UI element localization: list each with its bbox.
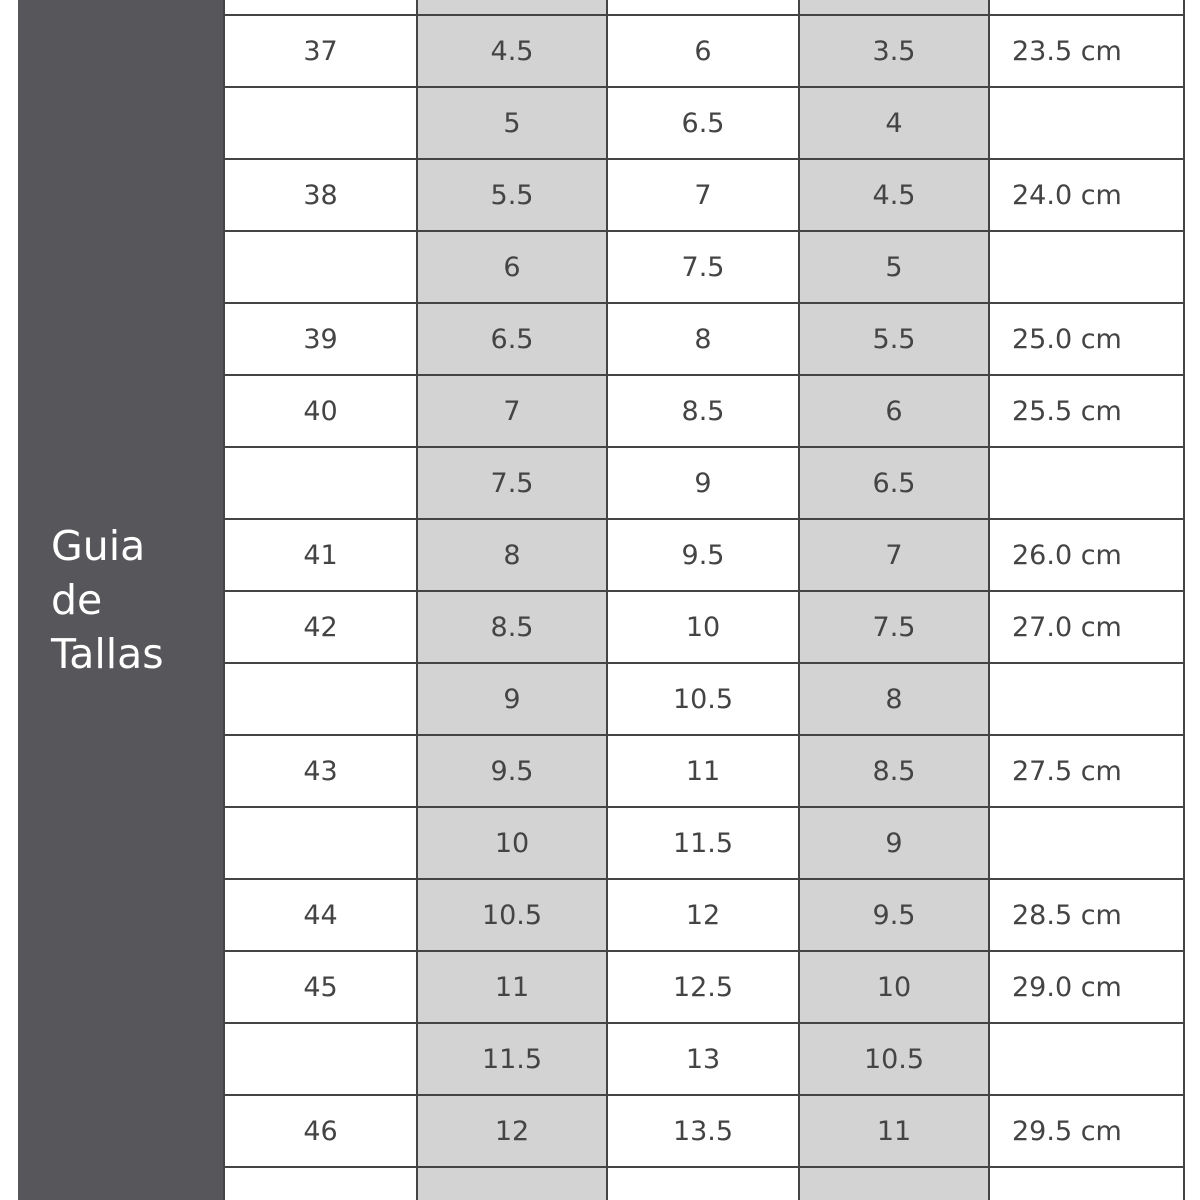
eu-size-cell [225,447,417,519]
foot-length-cell [989,807,1183,879]
size-col-1-cell: 5.5 [417,159,607,231]
table-row [225,0,1183,15]
size-col-1-cell: 9 [417,663,607,735]
size-col-3-cell: 8.5 [799,735,989,807]
eu-size-cell: 41 [225,519,417,591]
size-col-2-cell: 13.5 [607,1095,799,1167]
size-col-3-cell: 10.5 [799,1023,989,1095]
size-col-1-cell: 8 [417,519,607,591]
eu-size-cell: 37 [225,15,417,87]
size-guide-title: Guia de Tallas [51,522,164,678]
size-col-3-cell: 6.5 [799,447,989,519]
size-col-2-cell: 7.5 [607,231,799,303]
size-col-3-cell: 9.5 [799,879,989,951]
size-col-2-cell: 8 [607,303,799,375]
side-panel [18,0,223,1200]
eu-size-cell [225,231,417,303]
eu-size-cell: 40 [225,375,417,447]
size-col-2-cell: 7 [607,159,799,231]
table-row [225,879,1183,951]
size-col-3-cell: 4 [799,87,989,159]
foot-length-cell [989,231,1183,303]
size-col-2-cell: 10 [607,591,799,663]
size-col-1-cell: 7 [417,375,607,447]
eu-size-cell [225,0,417,15]
size-col-1-cell: 8.5 [417,591,607,663]
eu-size-cell: 38 [225,159,417,231]
eu-size-cell [225,87,417,159]
foot-length-cell: 23.5 cm [989,15,1183,87]
eu-size-cell [225,1167,417,1200]
table-row [225,159,1183,231]
size-col-1-cell [417,1167,607,1200]
size-col-1-cell [417,0,607,15]
foot-length-cell [989,87,1183,159]
table-row [225,375,1183,447]
table-row [225,663,1183,735]
size-col-3-cell: 4.5 [799,159,989,231]
size-col-3-cell: 8 [799,663,989,735]
size-col-1-cell: 6 [417,231,607,303]
eu-size-cell: 43 [225,735,417,807]
size-col-2-cell: 6.5 [607,87,799,159]
size-col-1-cell: 5 [417,87,607,159]
table-row [225,807,1183,879]
foot-length-cell: 24.0 cm [989,159,1183,231]
foot-length-cell [989,0,1183,15]
foot-length-cell: 26.0 cm [989,519,1183,591]
size-col-3-cell: 11 [799,1095,989,1167]
size-table-body [225,0,1183,1200]
size-col-2-cell: 12 [607,879,799,951]
foot-length-cell: 27.0 cm [989,591,1183,663]
table-row [225,1095,1183,1167]
table-row [225,87,1183,159]
eu-size-cell: 45 [225,951,417,1023]
foot-length-cell [989,1167,1183,1200]
eu-size-cell: 42 [225,591,417,663]
size-col-1-cell: 10 [417,807,607,879]
size-col-2-cell: 8.5 [607,375,799,447]
size-col-3-cell [799,0,989,15]
table-row [225,447,1183,519]
size-col-1-cell: 6.5 [417,303,607,375]
size-col-2-cell: 6 [607,15,799,87]
size-col-3-cell: 9 [799,807,989,879]
size-col-1-cell: 9.5 [417,735,607,807]
table-row [225,1167,1183,1200]
size-col-3-cell: 7 [799,519,989,591]
foot-length-cell: 29.5 cm [989,1095,1183,1167]
table-row [225,951,1183,1023]
eu-size-cell: 44 [225,879,417,951]
size-col-1-cell: 7.5 [417,447,607,519]
size-col-3-cell [799,1167,989,1200]
size-col-3-cell: 5.5 [799,303,989,375]
size-table-container [223,0,1185,1200]
foot-length-cell: 25.0 cm [989,303,1183,375]
eu-size-cell: 39 [225,303,417,375]
size-col-3-cell: 5 [799,231,989,303]
size-table [225,0,1183,1200]
size-col-2-cell: 11 [607,735,799,807]
foot-length-cell: 25.5 cm [989,375,1183,447]
foot-length-cell: 29.0 cm [989,951,1183,1023]
size-col-3-cell: 10 [799,951,989,1023]
size-col-1-cell: 11.5 [417,1023,607,1095]
table-row [225,591,1183,663]
eu-size-cell [225,1023,417,1095]
table-row [225,15,1183,87]
size-col-3-cell: 3.5 [799,15,989,87]
eu-size-cell: 46 [225,1095,417,1167]
size-col-1-cell: 10.5 [417,879,607,951]
size-col-2-cell [607,0,799,15]
table-row [225,231,1183,303]
size-col-2-cell: 9 [607,447,799,519]
size-col-2-cell: 11.5 [607,807,799,879]
eu-size-cell [225,663,417,735]
table-row [225,303,1183,375]
eu-size-cell [225,807,417,879]
table-row [225,519,1183,591]
foot-length-cell [989,447,1183,519]
size-col-2-cell [607,1167,799,1200]
size-col-2-cell: 12.5 [607,951,799,1023]
size-col-3-cell: 6 [799,375,989,447]
size-col-2-cell: 9.5 [607,519,799,591]
size-col-1-cell: 11 [417,951,607,1023]
size-col-2-cell: 13 [607,1023,799,1095]
foot-length-cell: 27.5 cm [989,735,1183,807]
size-col-3-cell: 7.5 [799,591,989,663]
size-col-1-cell: 12 [417,1095,607,1167]
table-row [225,1023,1183,1095]
table-row [225,735,1183,807]
foot-length-cell [989,1023,1183,1095]
foot-length-cell [989,663,1183,735]
foot-length-cell: 28.5 cm [989,879,1183,951]
size-col-2-cell: 10.5 [607,663,799,735]
size-col-1-cell: 4.5 [417,15,607,87]
